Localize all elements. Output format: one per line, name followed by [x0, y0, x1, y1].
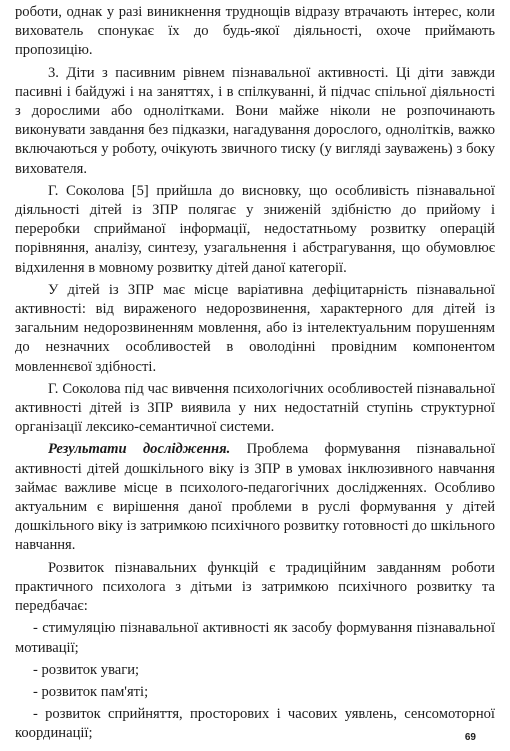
- paragraph-variative-deficiency: У дітей із ЗПР має місце варіативна дефіцитарність пізнавальної активності: від вираженого недорозвинення, характерного для дітей із загальним недорозвиненням мовлення, або із інтелектуальним порушенням до незначних особливостей в оволодінні провідним компонентом мовленнєвої здібності.: [15, 281, 495, 375]
- paragraph-sokolova-conclusion: Г. Соколова [5] прийшла до висновку, що особливість пізнавальної діяльності дітей із ЗПР полягає у зниженій здібністю до прийому і переробки сприйманої інформації, недостатньому розвитку операцій порівняння, аналізу, синтезу, узагальнення і абстрагування, що обумовлює відхилення в мовному розвитку дітей даної категорії.: [15, 182, 495, 276]
- paragraph-continuation: роботи, однак у разі виникнення труднощів відразу втрачають інтерес, коли вихователь спонукає їх до будь-якої діяльності, охоче приймають пропозицію.: [15, 4, 495, 59]
- paragraph-sokolova-study: Г. Соколова під час вивчення психологічних особливостей пізнавальної активності дітей із ЗПР виявила у них недостатній ступінь структурної організації лексико-семантичної системи.: [15, 380, 495, 436]
- results-heading: Результати дослідження.: [48, 441, 231, 458]
- paragraph-passive-level: 3. Діти з пасивним рівнем пізнавальної активності. Ці діти завжди пасивні і байдужі і на заняттях, і в спілкуванні, й підчас спільної діяльності з дорослими або однолітками. Вони майже ніколи не розпочинають виконувати завдання без підказки, нагадування дорослого, однолітків, важко включаються у роботу, очікують звичного тиску (у вигляді зауважень) з боку вихователя.: [15, 64, 495, 177]
- list-item: - розвиток сприйняття, просторових і часових уявлень, сенсомоторної координації;: [15, 706, 495, 742]
- page-number: 69: [464, 732, 476, 743]
- list-item: - розвиток уваги;: [33, 661, 140, 678]
- list-item: - стимуляцію пізнавальної активності як засобу формування пізнавальної мотивації;: [15, 620, 495, 656]
- results-text: Проблема формування пізнавальної активності дітей дошкільного віку із ЗПР в умовах інклюзивного навчання займає важливе місце в психолого-педагогічних дослідженнях. Особливо актуальним є вирішення даної проблеми в руслі формування у дітей дошкільного віку із затримкою психічного розвитку готовності до шкільного навчання.: [15, 441, 496, 554]
- paragraph-results: [15, 440, 495, 555]
- paragraph-development-tasks: Розвиток пізнавальних функцій є традиційним завданням роботи практичного психолога з дітьми із затримкою психічного розвитку та передбачає:: [15, 559, 495, 615]
- list-item: - розвиток пам'яті;: [33, 683, 149, 700]
